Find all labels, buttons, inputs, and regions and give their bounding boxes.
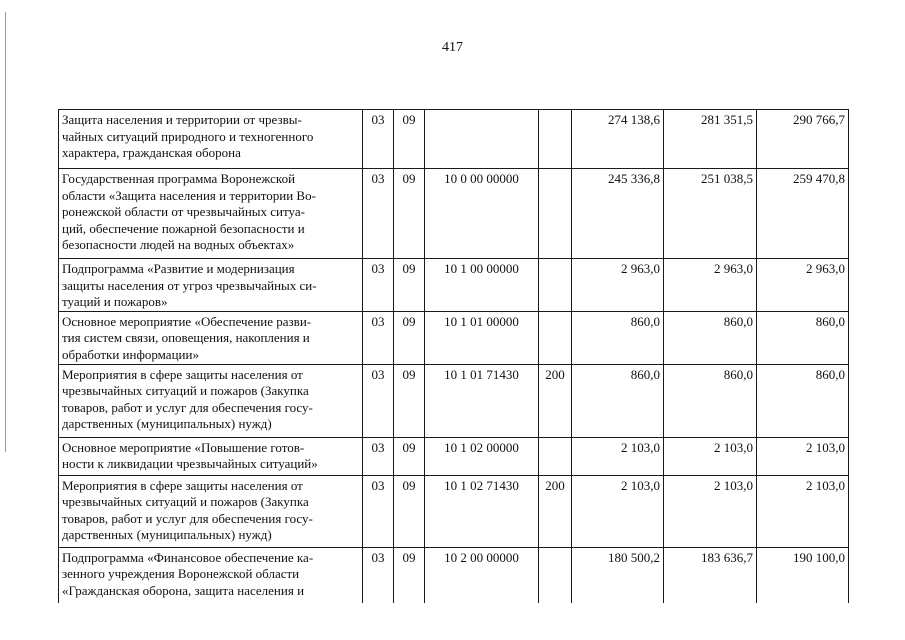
section-code-cell: 03 — [363, 364, 394, 437]
table-row — [59, 475, 849, 547]
row-name-cell: Мероприятия в сфере защиты населения от чрезвычайных ситуаций и пожаров (Закупка товаров, работ и услуг для обеспечения госу- дарственных (муниципальных) нужд) — [59, 364, 363, 437]
amount-year-1-cell: 274 138,6 — [572, 110, 664, 169]
amount-year-2-cell: 860,0 — [664, 364, 757, 437]
target-article-cell: 10 0 00 00000 — [425, 169, 539, 259]
table-row — [59, 547, 849, 603]
table-row — [59, 169, 849, 259]
budget-table — [58, 109, 849, 603]
subsection-code-cell: 09 — [394, 364, 425, 437]
amount-year-1-cell: 245 336,8 — [572, 169, 664, 259]
amount-year-1-cell: 2 963,0 — [572, 259, 664, 312]
target-article-cell: 10 1 00 00000 — [425, 259, 539, 312]
expense-type-cell: 200 — [539, 475, 572, 547]
amount-year-1-cell: 860,0 — [572, 364, 664, 437]
amount-year-3-cell: 259 470,8 — [757, 169, 849, 259]
expense-type-cell — [539, 259, 572, 312]
amount-year-2-cell: 860,0 — [664, 311, 757, 364]
expense-type-cell: 200 — [539, 364, 572, 437]
amount-year-3-cell: 2 963,0 — [757, 259, 849, 312]
row-name-cell: Государственная программа Воронежской области «Защита населения и территории Во- ронежской области от чрезвычайных ситуа- ций, обеспечение пожарной безопасности и безопасности людей на водных объектах» — [59, 169, 363, 259]
expense-type-cell — [539, 437, 572, 475]
section-code-cell: 03 — [363, 259, 394, 312]
row-name-cell: Подпрограмма «Финансовое обеспечение ка- зенного учреждения Воронежской области «Гражданская оборона, защита населения и — [59, 547, 363, 603]
amount-year-3-cell: 190 100,0 — [757, 547, 849, 603]
amount-year-1-cell: 180 500,2 — [572, 547, 664, 603]
subsection-code-cell: 09 — [394, 547, 425, 603]
section-code-cell: 03 — [363, 169, 394, 259]
subsection-code-cell: 09 — [394, 437, 425, 475]
section-code-cell: 03 — [363, 437, 394, 475]
table-row — [59, 364, 849, 437]
section-code-cell: 03 — [363, 475, 394, 547]
subsection-code-cell: 09 — [394, 259, 425, 312]
section-code-cell: 03 — [363, 110, 394, 169]
expense-type-cell — [539, 311, 572, 364]
amount-year-2-cell: 183 636,7 — [664, 547, 757, 603]
row-name-cell: Основное мероприятие «Повышение готов- ности к ликвидации чрезвычайных ситуаций» — [59, 437, 363, 475]
section-code-cell: 03 — [363, 547, 394, 603]
amount-year-2-cell: 2 103,0 — [664, 475, 757, 547]
row-name-cell: Защита населения и территории от чрезвы- чайных ситуаций природного и техногенного характера, гражданская оборона — [59, 110, 363, 169]
row-name-cell: Подпрограмма «Развитие и модернизация защиты населения от угроз чрезвычайных си- туаций и пожаров» — [59, 259, 363, 312]
page-number: 417 — [442, 40, 463, 55]
row-name-cell: Мероприятия в сфере защиты населения от чрезвычайных ситуаций и пожаров (Закупка товаров, работ и услуг для обеспечения госу- дарственных (муниципальных) нужд) — [59, 475, 363, 547]
target-article-cell: 10 1 01 00000 — [425, 311, 539, 364]
expense-type-cell — [539, 110, 572, 169]
subsection-code-cell: 09 — [394, 110, 425, 169]
amount-year-1-cell: 2 103,0 — [572, 437, 664, 475]
table-row — [59, 110, 849, 169]
table-row — [59, 311, 849, 364]
subsection-code-cell: 09 — [394, 311, 425, 364]
budget-table-body — [59, 110, 849, 604]
target-article-cell: 10 2 00 00000 — [425, 547, 539, 603]
scan-edge-line — [5, 12, 6, 452]
subsection-code-cell: 09 — [394, 169, 425, 259]
expense-type-cell — [539, 169, 572, 259]
amount-year-3-cell: 290 766,7 — [757, 110, 849, 169]
amount-year-3-cell: 860,0 — [757, 364, 849, 437]
table-row — [59, 259, 849, 312]
row-name-cell: Основное мероприятие «Обеспечение разви- тия систем связи, оповещения, накопления и обработки информации» — [59, 311, 363, 364]
amount-year-3-cell: 2 103,0 — [757, 475, 849, 547]
amount-year-3-cell: 860,0 — [757, 311, 849, 364]
amount-year-1-cell: 860,0 — [572, 311, 664, 364]
amount-year-2-cell: 2 103,0 — [664, 437, 757, 475]
expense-type-cell — [539, 547, 572, 603]
target-article-cell: 10 1 01 71430 — [425, 364, 539, 437]
amount-year-2-cell: 281 351,5 — [664, 110, 757, 169]
target-article-cell: 10 1 02 71430 — [425, 475, 539, 547]
amount-year-3-cell: 2 103,0 — [757, 437, 849, 475]
amount-year-2-cell: 2 963,0 — [664, 259, 757, 312]
section-code-cell: 03 — [363, 311, 394, 364]
table-row — [59, 437, 849, 475]
target-article-cell — [425, 110, 539, 169]
amount-year-2-cell: 251 038,5 — [664, 169, 757, 259]
subsection-code-cell: 09 — [394, 475, 425, 547]
amount-year-1-cell: 2 103,0 — [572, 475, 664, 547]
target-article-cell: 10 1 02 00000 — [425, 437, 539, 475]
